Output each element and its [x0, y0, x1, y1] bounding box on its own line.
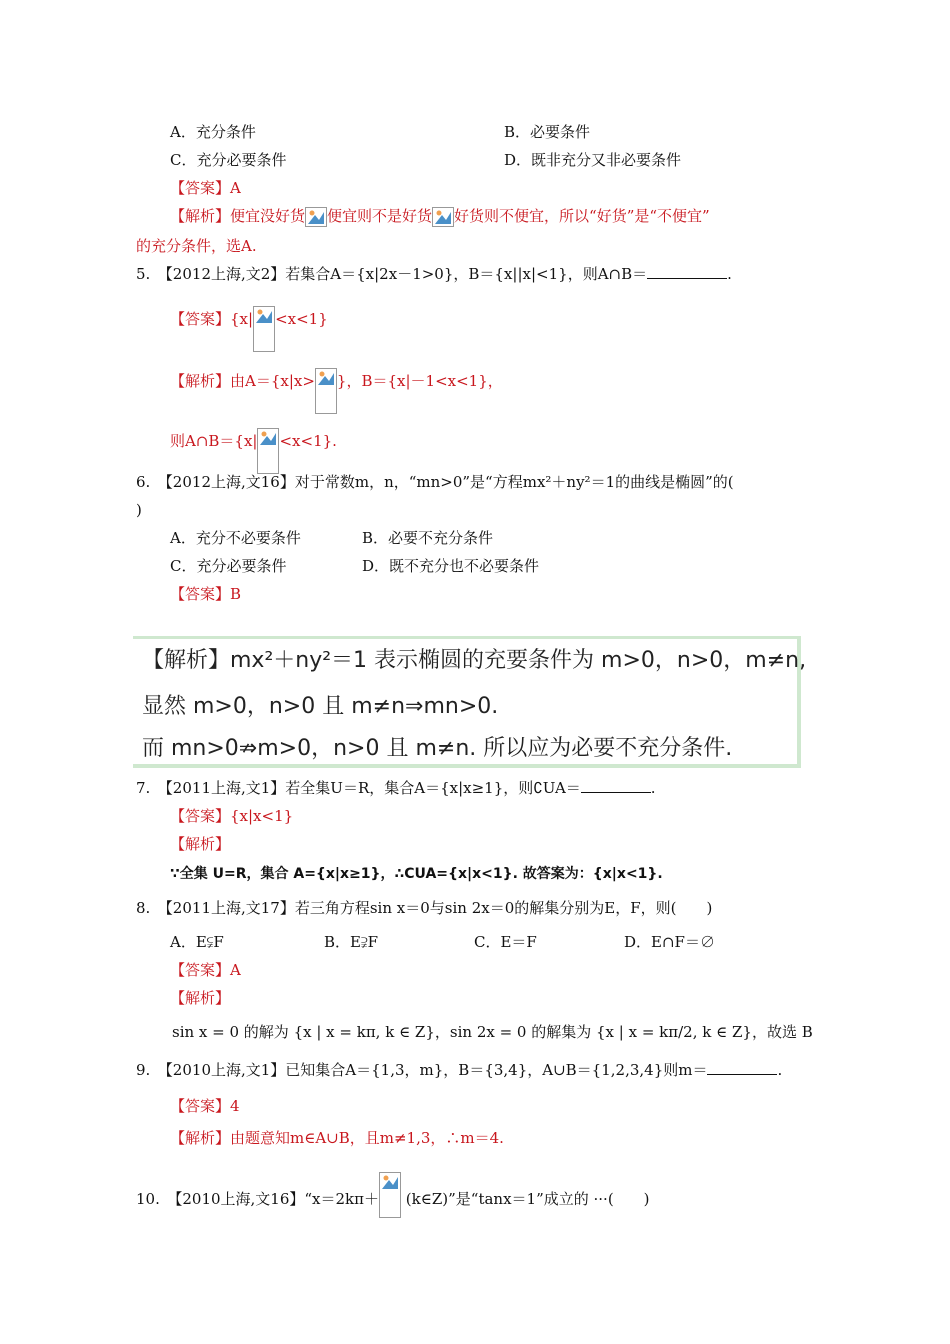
q9-analysis: 【解析】由题意知m∈A∪B，且m≠1,3，∴m＝4. — [170, 1129, 504, 1147]
q8-option-a: A．E⫋F — [170, 933, 224, 951]
broken-image-icon — [379, 1172, 401, 1218]
q8-analysis-label: 【解析】 — [170, 989, 231, 1007]
q9-answer: 【答案】4 — [170, 1097, 240, 1115]
broken-image-icon — [253, 306, 275, 352]
q5-answer — [170, 306, 328, 352]
q10-stem — [136, 1172, 650, 1218]
q8-answer: 【答案】A — [170, 961, 241, 979]
q4-analysis-line2: 的充分条件，选A. — [136, 237, 257, 255]
q8-option-d: D．E∩F＝∅ — [624, 933, 715, 951]
q5-stem — [136, 264, 732, 284]
q7-stem-end: . — [650, 779, 656, 797]
q6-option-b: B．必要不充分条件 — [362, 529, 494, 547]
broken-image-icon — [315, 368, 337, 414]
q8-analysis: sin x = 0 的解为 {x | x = kπ, k ∈ Z}，sin 2x = 0 的解集为 {x | x = kπ/2, k ∈ Z}，故选 B — [172, 1023, 813, 1041]
q7-analysis-label: 【解析】 — [170, 835, 231, 853]
q4-analysis-line1 — [170, 206, 710, 227]
q4-analysis-part1: 【解析】便宜没好货 — [170, 207, 306, 225]
q7-analysis: ∵全集 U=R，集合 A={x|x≥1}，∴CUA={x|x<1}. 故答案为：{x|x<1}. — [170, 866, 663, 882]
q6-solution-line3: 而 mn>0⇏m>0，n>0 且 m≠n. 所以应为必要不充分条件. — [142, 736, 733, 761]
q6-solution-line1: 【解析】mx²＋ny²＝1 表示椭圆的充要条件为 m>0，n>0，m≠n, — [142, 648, 807, 673]
q9-stem — [136, 1060, 782, 1080]
q6-answer: 【答案】B — [170, 585, 242, 603]
q4-analysis-part2: 便宜则不是好货 — [327, 207, 433, 225]
q4-option-b: B．必要条件 — [504, 123, 591, 141]
broken-image-icon — [305, 207, 327, 227]
q7-answer: 【答案】{x|x<1} — [170, 807, 294, 825]
q6-option-d: D．既不充分也不必要条件 — [362, 557, 540, 575]
q6-option-c: C．充分必要条件 — [170, 557, 287, 575]
q5-analysis-line2 — [170, 428, 337, 474]
q9-answer-blank — [707, 1060, 777, 1075]
q4-analysis-part3: 好货则不便宜，所以“好货”是“不便宜” — [454, 207, 710, 225]
q5-analysis-part2: }，B＝{x|－1<x<1}， — [336, 372, 503, 390]
q5-stem-end: . — [727, 265, 732, 283]
q10-stem-part1: 10. 【2010上海,文16】“x＝2kπ＋ — [136, 1190, 380, 1208]
q7-stem — [136, 778, 656, 798]
q6-solution-line2: 显然 m>0，n>0 且 m≠n⇒mn>0. — [142, 694, 499, 719]
q5-analysis-part1: 【解析】由A＝{x|x> — [170, 372, 315, 390]
q4-option-c: C．充分必要条件 — [170, 151, 287, 169]
q4-option-d: D．既非充分又非必要条件 — [504, 151, 682, 169]
broken-image-icon — [257, 428, 279, 474]
broken-image-icon — [432, 207, 454, 227]
q8-option-b: B．E⫌F — [324, 933, 378, 951]
q6-option-a: A．充分不必要条件 — [170, 529, 301, 547]
q5-analysis2-part2: <x<1}. — [279, 432, 337, 450]
q5-answer-part2: <x<1} — [275, 310, 328, 328]
q4-answer: 【答案】A — [170, 179, 241, 197]
q5-answer-part1: 【答案】{x| — [170, 310, 254, 328]
q8-option-c: C．E＝F — [474, 933, 537, 951]
q5-stem-text: 5. 【2012上海,文2】若集合A＝{x|2x－1>0}，B＝{x||x|<1}，则A∩B＝ — [136, 265, 648, 283]
q5-answer-blank — [647, 264, 727, 279]
q7-answer-blank — [581, 778, 651, 793]
q9-stem-text: 9. 【2010上海,文1】已知集合A＝{1,3，m}，B＝{3,4}，A∪B＝{1,2,3,4}则m＝ — [136, 1061, 708, 1079]
q9-stem-end: . — [777, 1061, 783, 1079]
q10-stem-part2: (k∈Z)”是“tanx＝1”成立的 ···( ) — [405, 1190, 650, 1208]
q6-stem-line2: ) — [136, 501, 142, 519]
q5-analysis-line1 — [170, 368, 503, 414]
q6-stem-line1: 6. 【2012上海,文16】对于常数m，n，“mn>0”是“方程mx²＋ny²＝1的曲线是椭圆”的( — [136, 473, 734, 491]
q7-stem-text: 7. 【2011上海,文1】若全集U＝R，集合A＝{x|x≥1}，则∁UA＝ — [136, 779, 581, 797]
q5-analysis2-part1: 则A∩B＝{x| — [170, 432, 258, 450]
q8-stem: 8. 【2011上海,文17】若三角方程sin x＝0与sin 2x＝0的解集分别为E，F，则( ) — [136, 899, 713, 917]
q4-option-a: A．充分条件 — [170, 123, 256, 141]
